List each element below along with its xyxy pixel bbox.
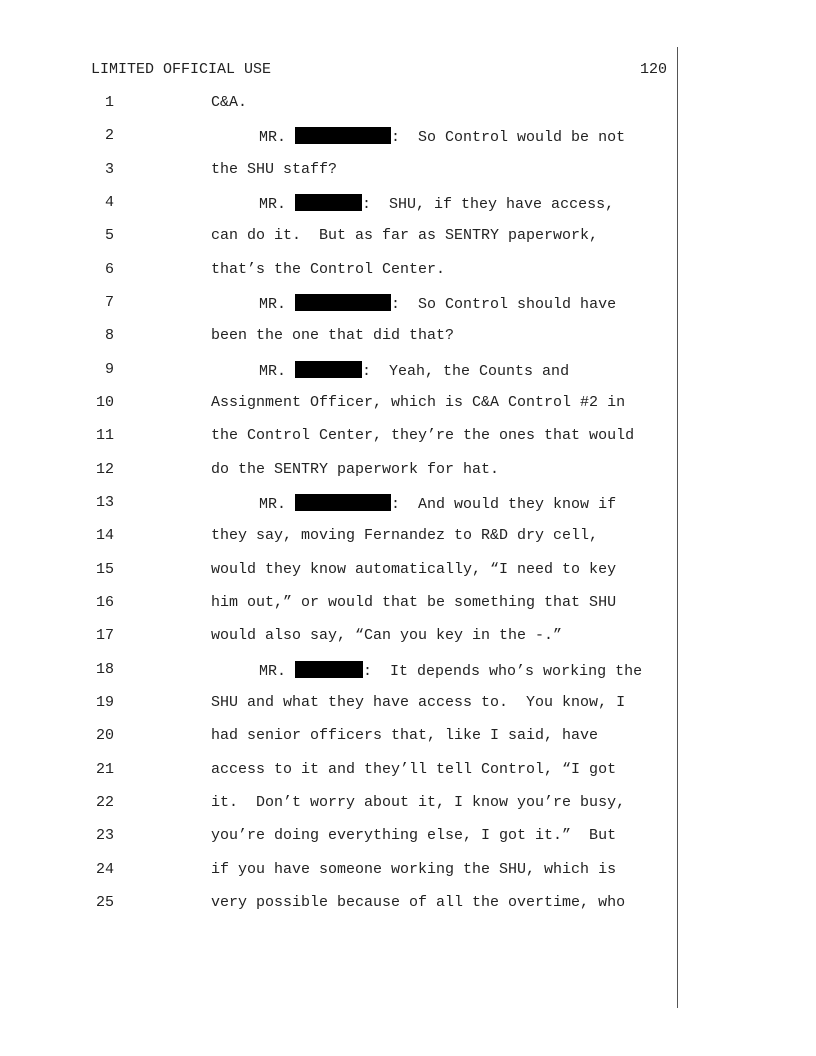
line-text: can do it. But as far as SENTRY paperwork, xyxy=(211,227,599,244)
transcript-line-3 xyxy=(0,161,676,181)
redaction-box xyxy=(295,494,391,511)
line-text: : It depends who’s working the xyxy=(363,663,643,680)
line-number: 9 xyxy=(104,361,114,378)
transcript-line-8 xyxy=(0,327,676,347)
line-number: 14 xyxy=(95,527,114,544)
line-number: 23 xyxy=(95,827,114,844)
speaker-title: MR. xyxy=(259,129,287,146)
line-text: had senior officers that, like I said, have xyxy=(211,727,599,744)
transcript-line-18 xyxy=(0,661,676,681)
transcript-line-12 xyxy=(0,461,676,481)
speaker-line xyxy=(211,127,625,146)
redaction-box xyxy=(295,661,363,678)
line-number: 17 xyxy=(95,627,114,644)
transcript-line-10 xyxy=(0,394,676,414)
line-text: : So Control should have xyxy=(391,296,617,313)
transcript-line-23 xyxy=(0,827,676,847)
line-number: 20 xyxy=(95,727,114,744)
transcript-line-14 xyxy=(0,527,676,547)
speaker-title: MR. xyxy=(259,296,287,313)
transcript-line-5 xyxy=(0,227,676,247)
line-text: would they know automatically, “I need to key xyxy=(211,561,617,578)
transcript-line-22 xyxy=(0,794,676,814)
speaker-title: MR. xyxy=(259,363,287,380)
speaker-line xyxy=(211,494,616,513)
line-number: 2 xyxy=(104,127,114,144)
speaker-title: MR. xyxy=(259,663,287,680)
line-number: 10 xyxy=(95,394,114,411)
transcript-line-1 xyxy=(0,94,676,114)
transcript-line-24 xyxy=(0,861,676,881)
line-number: 25 xyxy=(95,894,114,911)
line-number: 12 xyxy=(95,461,114,478)
transcript-line-13 xyxy=(0,494,676,514)
transcript-line-2 xyxy=(0,127,676,147)
line-number: 7 xyxy=(104,294,114,311)
line-text: him out,” or would that be something that SHU xyxy=(211,594,617,611)
transcript-line-6 xyxy=(0,261,676,281)
line-number: 4 xyxy=(104,194,114,211)
line-text: you’re doing everything else, I got it.” But xyxy=(211,827,617,844)
line-number: 5 xyxy=(104,227,114,244)
transcript-line-4 xyxy=(0,194,676,214)
line-number: 21 xyxy=(95,761,114,778)
line-text: access to it and they’ll tell Control, “I got xyxy=(211,761,617,778)
speaker-line xyxy=(211,361,569,380)
line-text: C&A. xyxy=(211,94,248,111)
speaker-line xyxy=(211,194,614,213)
transcript-line-19 xyxy=(0,694,676,714)
line-text: : And would they know if xyxy=(391,496,617,513)
transcript-line-20 xyxy=(0,727,676,747)
line-number: 1 xyxy=(104,94,114,111)
line-text: SHU and what they have access to. You know, I xyxy=(211,694,626,711)
speaker-title: MR. xyxy=(259,196,287,213)
line-number: 16 xyxy=(95,594,114,611)
line-text: would also say, “Can you key in the -.” xyxy=(211,627,563,644)
line-text: Assignment Officer, which is C&A Control #2 in xyxy=(211,394,626,411)
redaction-box xyxy=(295,127,391,144)
line-text: the Control Center, they’re the ones that would xyxy=(211,427,635,444)
line-text: : SHU, if they have access, xyxy=(362,196,615,213)
line-text: it. Don’t worry about it, I know you’re busy, xyxy=(211,794,626,811)
transcript-line-15 xyxy=(0,561,676,581)
redaction-box xyxy=(295,361,362,378)
line-number: 3 xyxy=(104,161,114,178)
line-text: that’s the Control Center. xyxy=(211,261,446,278)
line-text: do the SENTRY paperwork for hat. xyxy=(211,461,500,478)
speaker-line xyxy=(211,661,642,680)
line-text: : So Control would be not xyxy=(391,129,626,146)
transcript-line-9 xyxy=(0,361,676,381)
speaker-title: MR. xyxy=(259,496,287,513)
line-text: very possible because of all the overtime, who xyxy=(211,894,626,911)
line-text: they say, moving Fernandez to R&D dry cell, xyxy=(211,527,599,544)
line-number: 24 xyxy=(95,861,114,878)
line-text: : Yeah, the Counts and xyxy=(362,363,570,380)
line-number: 11 xyxy=(95,427,114,444)
line-number: 22 xyxy=(95,794,114,811)
transcript-line-16 xyxy=(0,594,676,614)
page-number: 120 xyxy=(639,61,667,78)
transcript-line-17 xyxy=(0,627,676,647)
line-text: the SHU staff? xyxy=(211,161,338,178)
line-text: been the one that did that? xyxy=(211,327,455,344)
transcript-line-21 xyxy=(0,761,676,781)
redaction-box xyxy=(295,294,391,311)
redaction-box xyxy=(295,194,362,211)
line-number: 18 xyxy=(95,661,114,678)
transcript-line-11 xyxy=(0,427,676,447)
line-number: 6 xyxy=(104,261,114,278)
line-number: 19 xyxy=(95,694,114,711)
line-number: 8 xyxy=(104,327,114,344)
classification-header: LIMITED OFFICIAL USE xyxy=(91,61,272,78)
line-number: 13 xyxy=(95,494,114,511)
speaker-line xyxy=(211,294,616,313)
line-number: 15 xyxy=(95,561,114,578)
transcript-line-25 xyxy=(0,894,676,914)
right-margin-rule xyxy=(677,47,678,1008)
line-text: if you have someone working the SHU, which is xyxy=(211,861,617,878)
transcript-line-7 xyxy=(0,294,676,314)
